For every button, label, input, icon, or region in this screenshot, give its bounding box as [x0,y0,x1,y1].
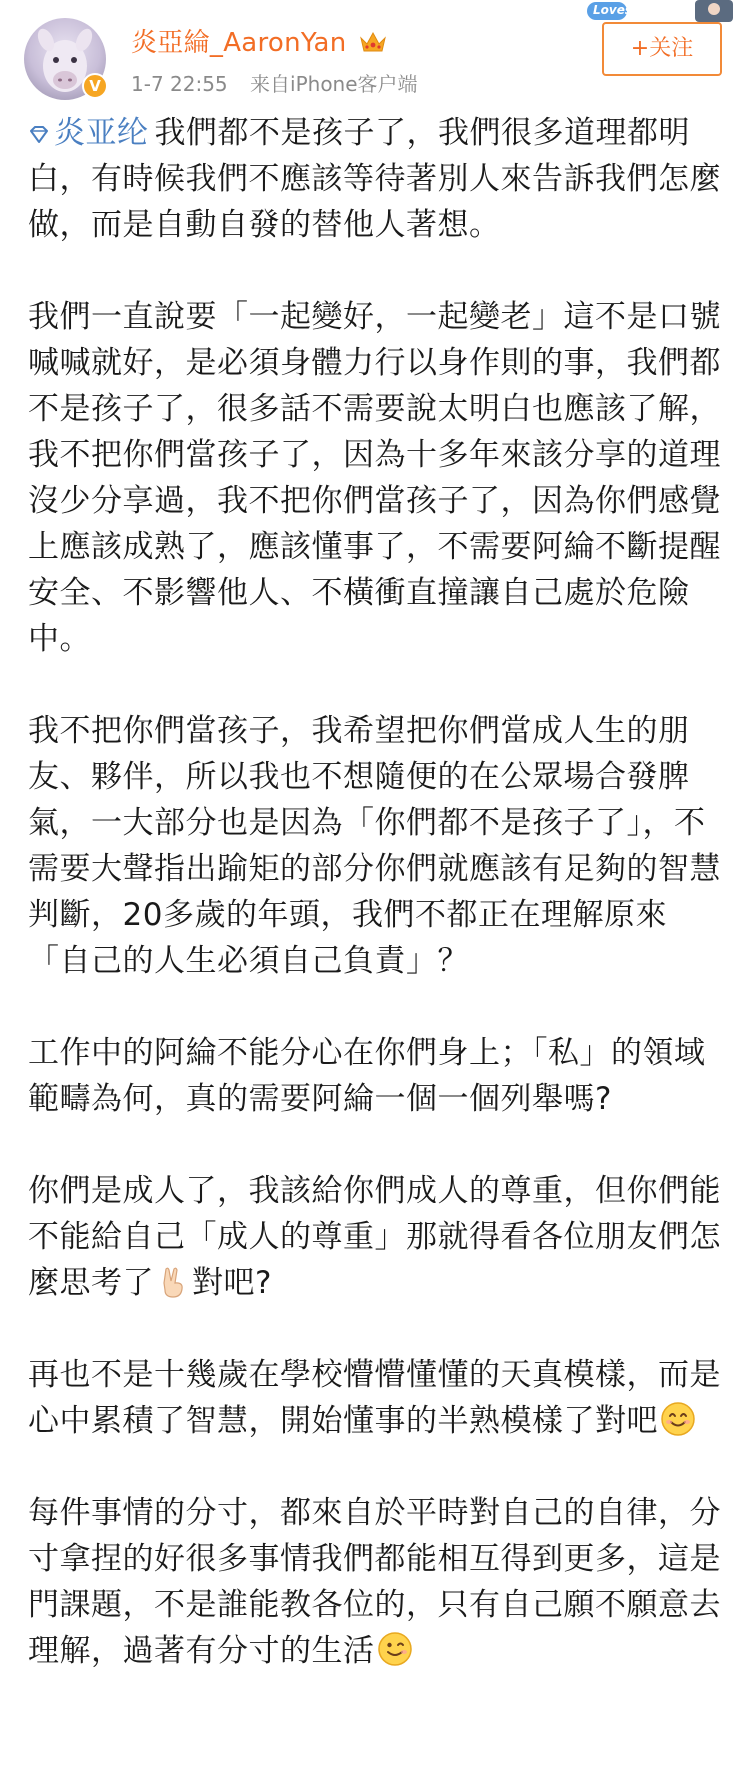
crown-icon [359,30,387,54]
post-time: 1-7 22:55 [131,72,228,96]
diamond-link-icon [28,125,50,145]
follow-button[interactable] [602,22,722,76]
paragraph-text-after: 對吧? [192,1265,272,1301]
post-paragraph-4 [28,1030,728,1122]
paragraph-text: 我不把你們當孩子，我希望把你們當成人生的朋友、夥伴，所以我也不想隨便的在公眾場合發脾氣，一大部分也是因為「你們都不是孩子了」，不需要大聲指出踰矩的部分你們就應該有足夠的智慧判斷，20多歲的年頭，我們不都正在理解原來「自己的人生必須自己負責」？ [28,713,721,979]
paragraph-text: 再也不是十幾歲在學校懵懵懂懂的天真模樣，而是心中累積了智慧，開始懂事的半熟模樣了對吧 [28,1357,721,1439]
post-meta [131,68,418,97]
mention-link[interactable] [28,115,149,151]
post-body [28,110,728,1674]
post-paragraph-3 [28,708,728,984]
mention-text[interactable]: 炎亚纶 [54,115,149,151]
post-paragraph-7 [28,1490,728,1674]
paragraph-text: 我們都不是孩子了，我們很多道理都明白，有時候我們不應該等待著別人來告訴我們怎麼做，而是自動自發的替他人著想。 [28,115,721,243]
loves-sticker-text: Loves [593,3,632,17]
paragraph-text: 每件事情的分寸，都來自於平時對自己的自律，分寸拿捏的好很多事情我們都能相互得到更多，這是門課題，不是誰能教各位的，只有自己願不願意去理解，過著有分寸的生活 [28,1495,721,1669]
post-paragraph-2 [28,294,728,662]
username[interactable] [131,22,387,59]
post-header [0,0,750,110]
paragraph-text: 工作中的阿綸不能分心在你們身上；「私」的領域範疇為何，真的需要阿綸一個一個列舉嗎? [28,1035,706,1117]
smile-emoji [660,1401,696,1437]
post-source[interactable]: 来自iPhone客户端 [250,72,418,96]
verified-v-icon: V [82,73,108,99]
victory-hand-emoji [156,1265,190,1299]
post-paragraph-1 [28,110,728,248]
loves-sticker [585,0,735,22]
paragraph-text: 我們一直說要「一起變好，一起變老」這不是口號喊喊就好，是必須身體力行以身作則的事，我們都不是孩子了，很多話不需要說太明白也應該了解，我不把你們當孩子了，因為十多年來該分享的道理沒少分享過，我不把你們當孩子了，因為你們感覺上應該成熟了，應該懂事了，不需要阿綸不斷提醒安全、不影響他人、不橫衝直撞讓自己處於危險中。 [28,299,721,657]
wink-emoji [377,1631,413,1667]
username-text[interactable]: 炎亞綸_AaronYan [131,28,347,58]
post-paragraph-6 [28,1352,728,1444]
follow-button-label[interactable]: +关注 [630,36,694,61]
paragraph-text: 你們是成人了，我該給你們成人的尊重，但你們能不能給自己「成人的尊重」那就得看各位朋友們怎麼思考了 [28,1173,721,1301]
post-paragraph-5 [28,1168,728,1306]
